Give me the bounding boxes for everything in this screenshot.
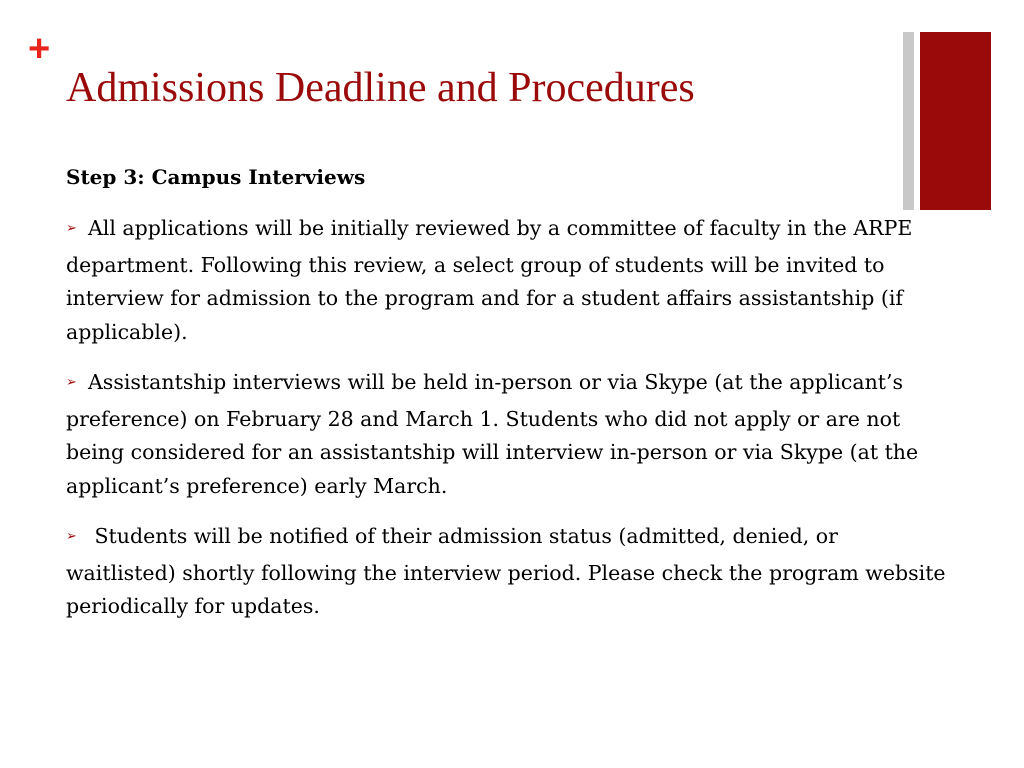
arrow-bullet-icon: ➢	[66, 221, 77, 236]
slide-title: Admissions Deadline and Procedures	[66, 65, 695, 111]
arrow-bullet-icon: ➢	[66, 375, 77, 390]
arrow-bullet-icon: ➢	[66, 529, 77, 544]
step-heading: Step 3: Campus Interviews	[66, 165, 366, 189]
bullet-item	[66, 212, 946, 349]
bullet-text: All applications will be initially reviewed by a committee of faculty in the ARPE department. Following this review, a select group of students will be invited to interview for admission to the program and for a student affairs assistantship (if applicable).	[66, 216, 913, 344]
bullet-text: Students will be notified of their admission status (admitted, denied, or waitlisted) shortly following the interview period. Please check the program website periodically for updates.	[66, 524, 946, 618]
bullet-item	[66, 520, 946, 624]
bullet-item	[66, 366, 946, 503]
bullet-text: Assistantship interviews will be held in-person or via Skype (at the applicant’s preference) on February 28 and March 1. Students who did not apply or are not being considered for an assistantship will interview in-person or via Skype (at the applicant’s preference) early March.	[66, 370, 919, 498]
corner-plus-mark: +	[28, 28, 51, 70]
slide-body	[66, 161, 946, 641]
